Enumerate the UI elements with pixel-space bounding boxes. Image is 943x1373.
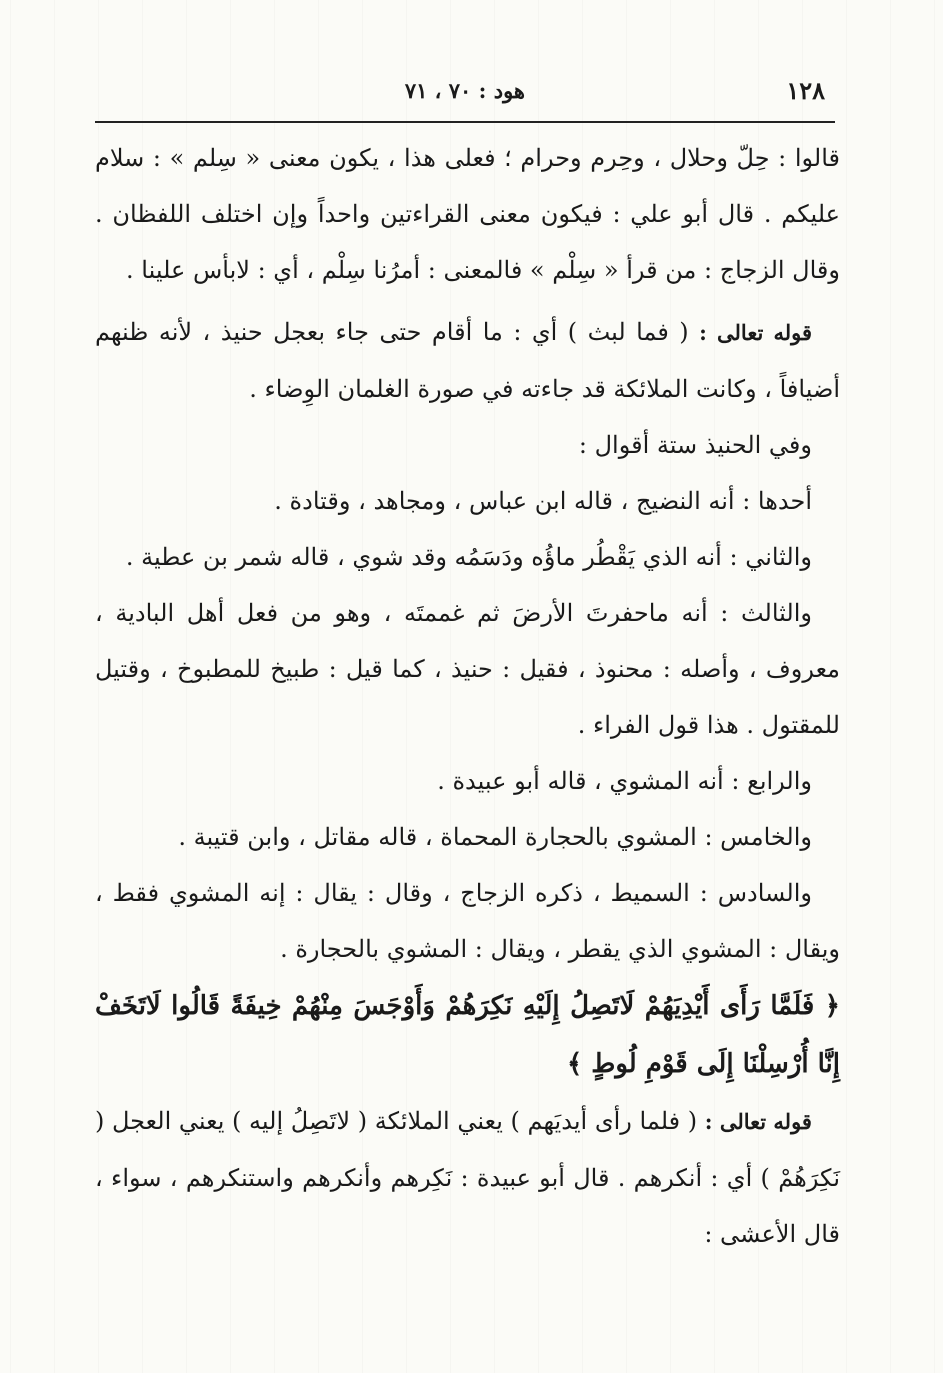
commentary-lead: قوله تعالى :	[699, 320, 812, 345]
commentary-text: ( فما لبث ) أي : ما أقام حتى جاء بعجل حنيذ ، لأنه ظنهم أضيافاً ، وكانت الملائكة قد جاءته في صورة الغلمان الوِضاء .	[95, 318, 840, 403]
page-header	[95, 68, 825, 112]
page-number: ١٢٨	[786, 76, 825, 105]
header-rule	[95, 121, 835, 123]
opinion-first: أحدها : أنه النضيج ، قاله ابن عباس ، ومجاهد ، وقتادة .	[274, 487, 812, 515]
opinion-fourth: والرابع : أنه المشوي ، قاله أبو عبيدة .	[437, 767, 812, 795]
paragraph-fama-labith	[95, 304, 840, 417]
opinion-third: والثالث : أنه ماحفرتَ الأرضَ ثم غممتَه ، وهو من فعل أهل البادية ، معروف ، وأصله : محنوذ ، فقيل : حنيذ ، كما قيل : طبيخ للمطبوخ ، وقتيل للمقتول . هذا قول الفراء .	[95, 599, 840, 739]
commentary-text: ( فلما رأى أيديَهم ) يعني الملائكة ( لاتَصِلُ إليه ) يعني العجل ( نَكِرَهُمْ ) أي : أنكرهم . قال أبو عبيدة : نَكِرهم وأنكرهم واستنكرهم ، سواء ، قال الأعشى :	[95, 1107, 840, 1248]
opinion-sixth: والسادس : السميط ، ذكره الزجاج ، وقال : يقال : إنه المشوي فقط ، ويقال : المشوي الذي يقطر ، ويقال : المشوي بالحجارة .	[95, 879, 840, 963]
paragraph-hanidh-intro: وفي الحنيذ ستة أقوال :	[578, 431, 812, 459]
paragraph-salam: قالوا : حِلّ وحلال ، وحِرم وحرام ؛ فعلى هذا ، يكون معنى « سِلم » : سلام عليكم . قال أبو علي : فيكون معنى القراءتين واحداً وإن اختلف اللفظان . وقال الزجاج : من قرأ « سِلْم » فالمعنى : أمرُنا سِلْم ، أي : لابأس علينا .	[95, 144, 840, 284]
opinion-fifth: والخامس : المشوي بالحجارة المحماة ، قاله مقاتل ، وابن قتيبة .	[178, 823, 812, 851]
opinion-second: والثاني : أنه الذي يَقْطُر ماؤُه ودَسَمُه وقد شوي ، قاله شمر بن عطية .	[125, 543, 812, 571]
main-text	[95, 130, 840, 1262]
paragraph-falamma-raa	[95, 1093, 840, 1262]
quran-verse: ﴿ فَلَمَّا رَأَى أَيْدِيَهُمْ لَاتَصِلُ إِلَيْهِ نَكِرَهُمْ وَأَوْجَسَ مِنْهُمْ خِيفَةً قَالُوا لَاتَخَفْ إِنَّا أُرْسِلْنَا إِلَى قَوْمِ لُوطٍ ﴾	[95, 991, 840, 1079]
commentary-lead: قوله تعالى :	[704, 1109, 812, 1134]
running-title: هود : ٧٠ ، ٧١	[404, 78, 525, 103]
